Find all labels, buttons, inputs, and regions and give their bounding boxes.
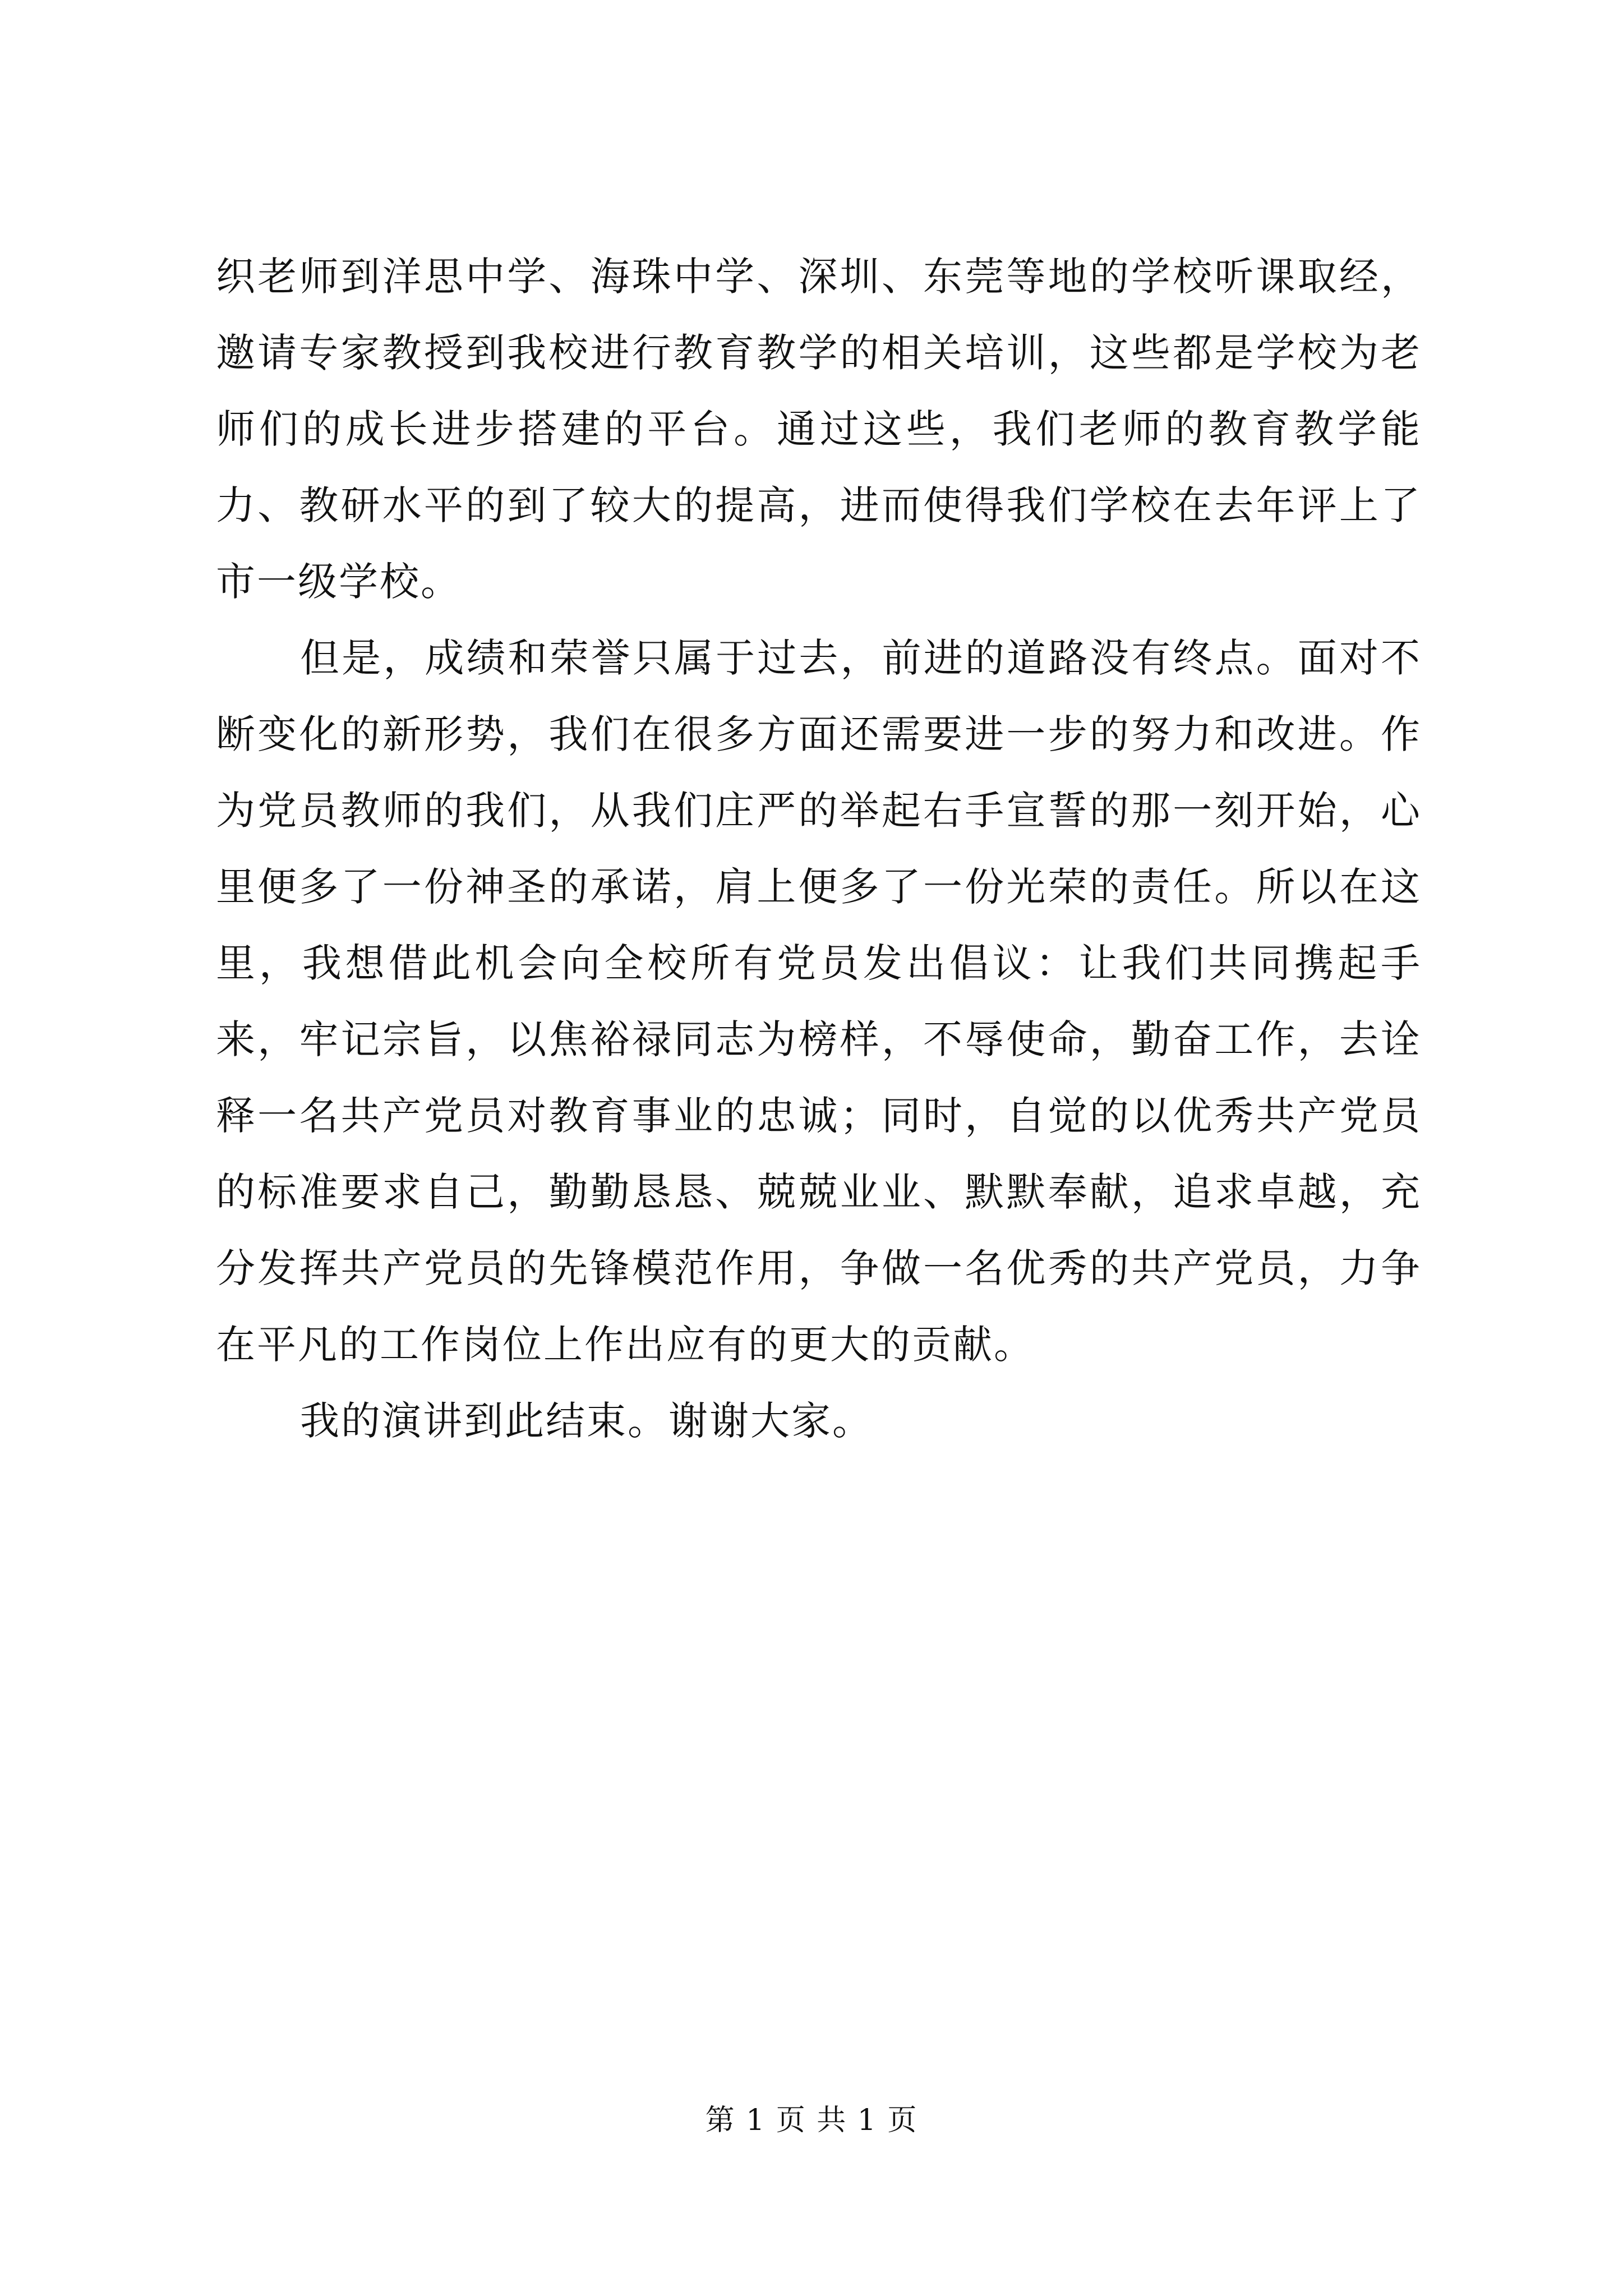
paragraph-continuation: 织老师到洋思中学、海珠中学、深圳、东莞等地的学校听课取经，邀请专家教授到我校进行教育教学的相关培训，这些都是学校为老师们的成长进步搭建的平台。通过这些，我们老师的教育教学能力、教研水平的到了较大的提高，进而使得我们学校在去年评上了市一级学校。: [216, 254, 1422, 605]
paragraph-closing: 我的演讲到此结束。谢谢大家。: [300, 1398, 873, 1444]
document-body: [216, 238, 1422, 1459]
page-number-footer: 第 1 页 共 1 页: [705, 2104, 918, 2137]
paragraph-proposal: 但是，成绩和荣誉只属于过去，前进的道路没有终点。面对不断变化的新形势，我们在很多方面还需要进一步的努力和改进。作为党员教师的我们，从我们庄严的举起右手宣誓的那一刻开始，心里便多了一份神圣的承诺，肩上便多了一份光荣的责任。所以在这里，我想借此机会向全校所有党员发出倡议：让我们共同携起手来，牢记宗旨，以焦裕禄同志为榜样，不辱使命，勤奋工作，去诠释一名共产党员对教育事业的忠诚；同时，自觉的以优秀共产党员的标准要求自己，勤勤恳恳、兢兢业业、默默奉献，追求卓越，充分发挥共产党员的先锋模范作用，争做一名优秀的共产党员，力争在平凡的工作岗位上作出应有的更大的贡献。: [216, 635, 1422, 1368]
